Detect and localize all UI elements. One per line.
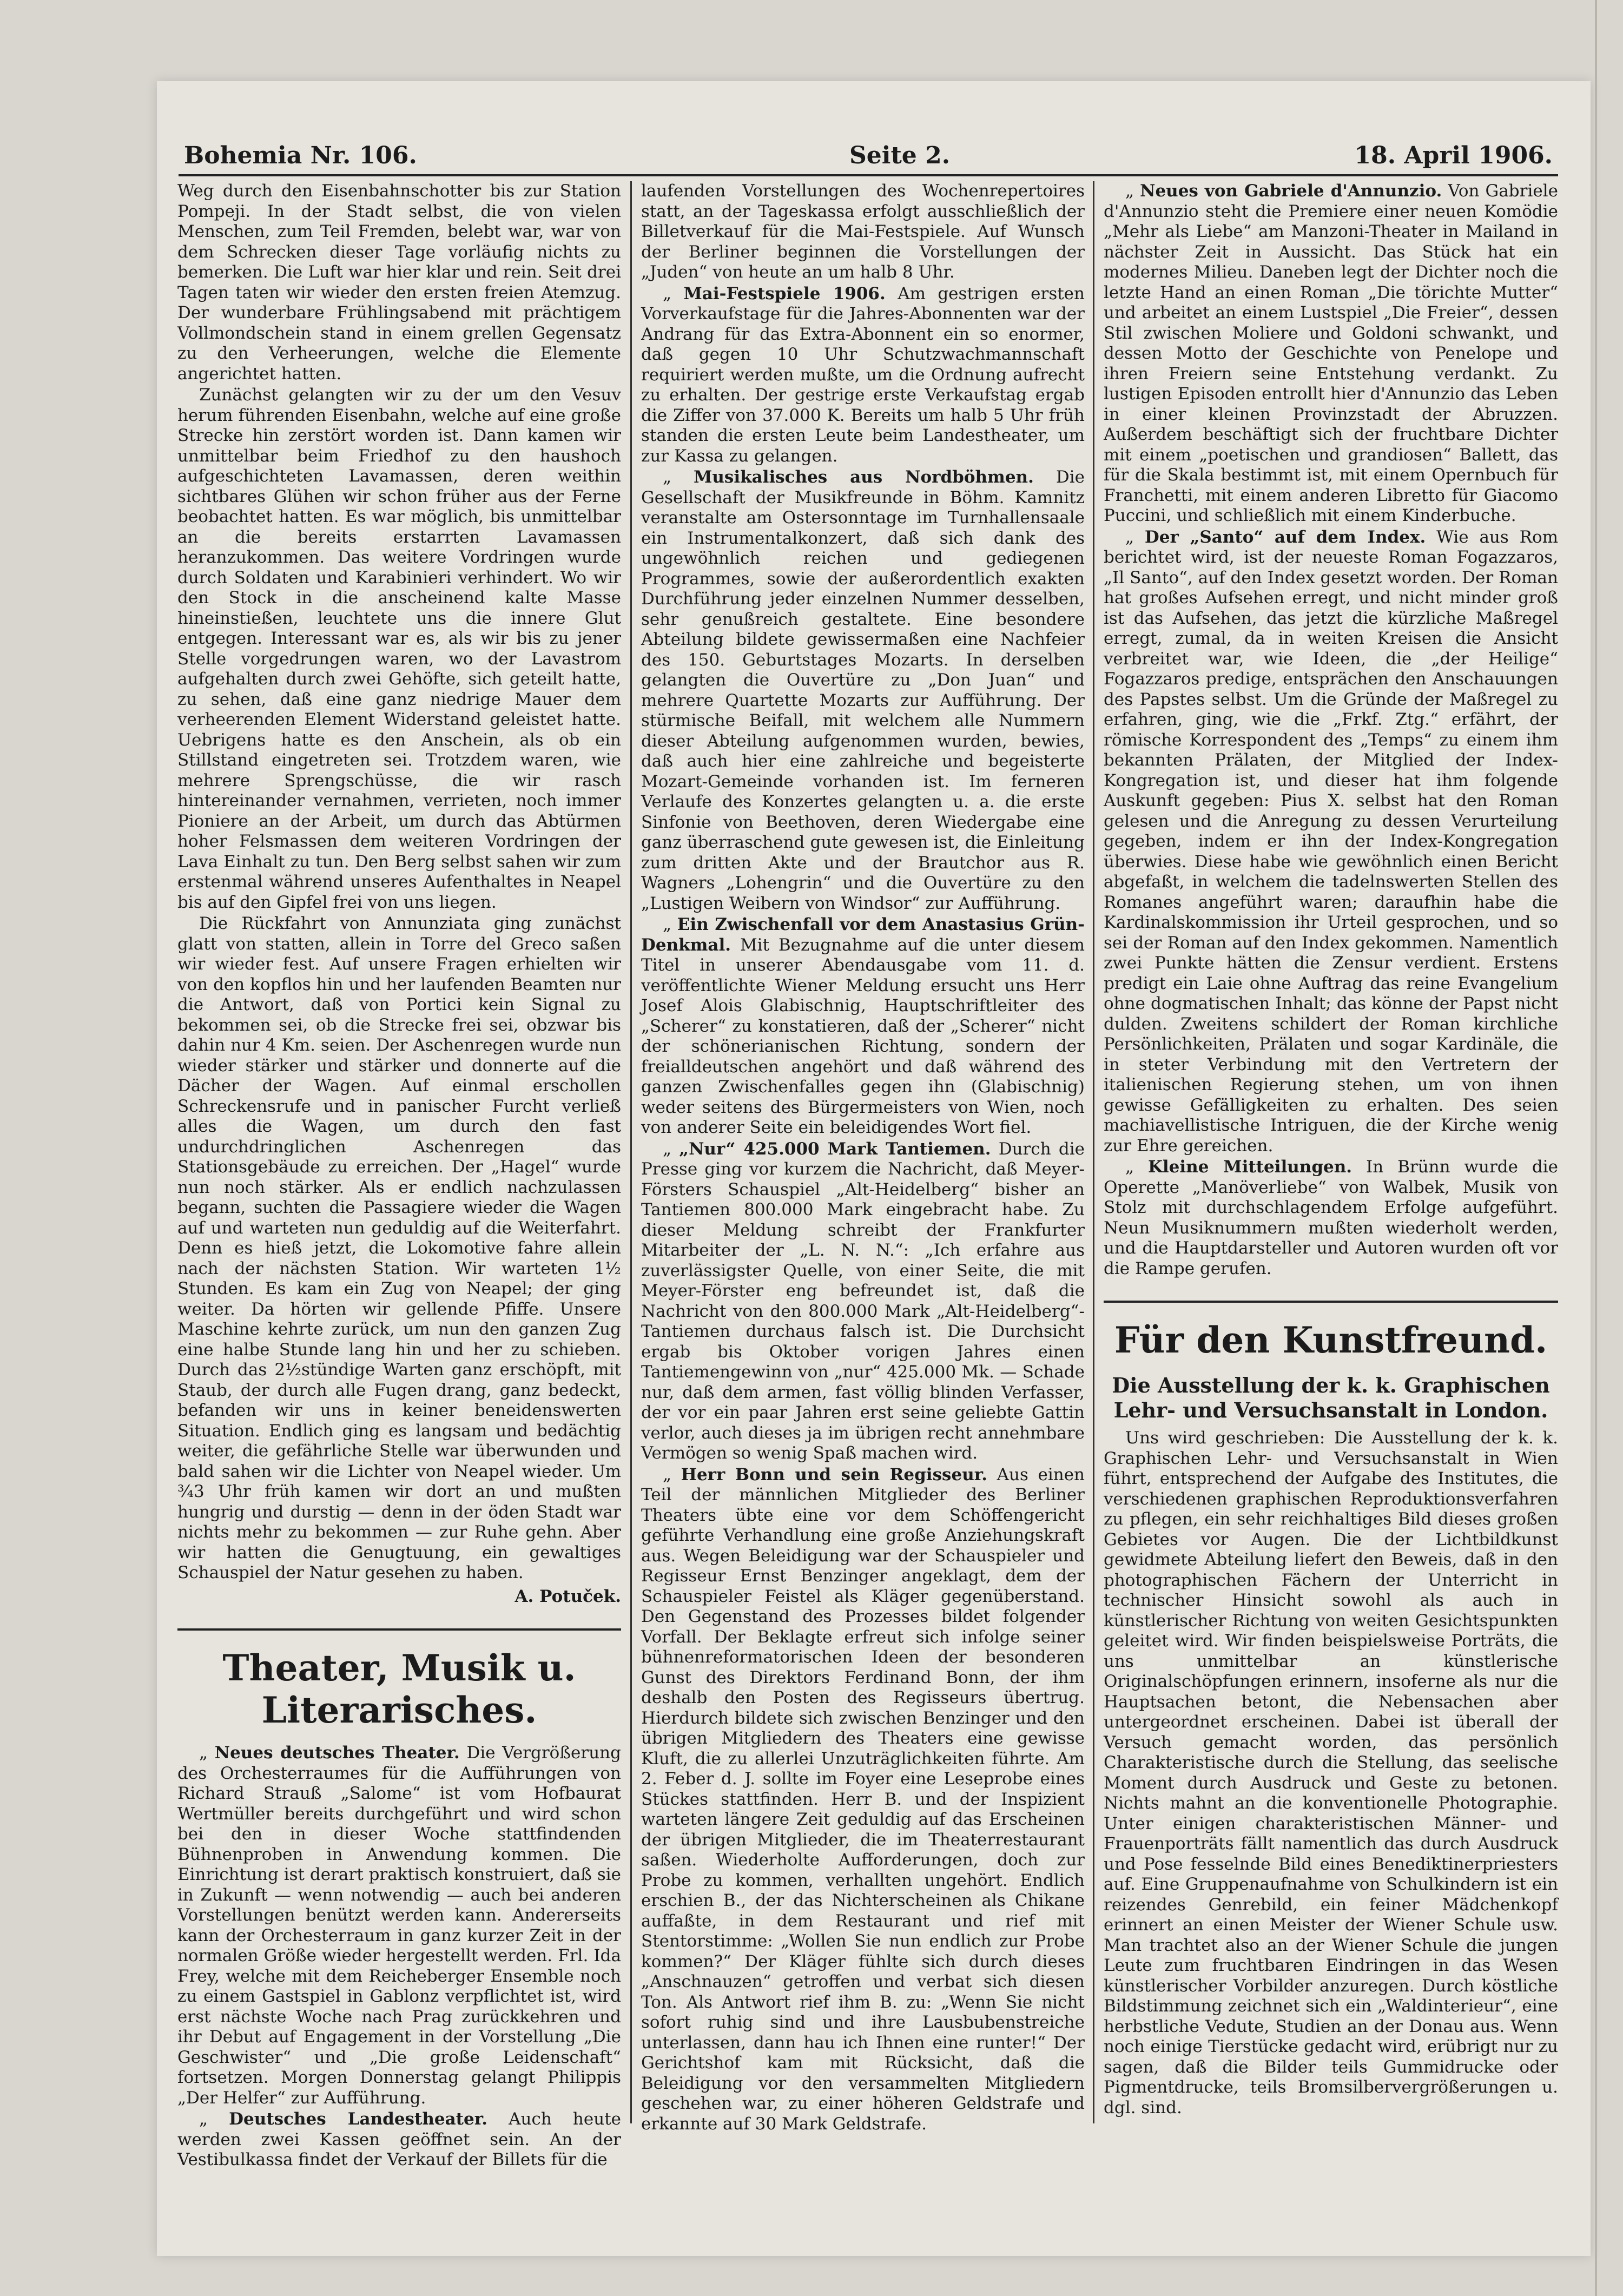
section-heading: Theater, Musik u. Literarisches. xyxy=(177,1628,621,1731)
news-item: „ Ein Zwischenfall vor dem Anastasius Grün-Denkmal. Mit Bezugnahme auf die unter diesem Titel in unserer Abendausgabe vom 11. d. veröffentlichte Wiener Meldung ersucht uns Herr Josef Alois Glabischnig, Hauptschriftleiter des „Scherer“ zu konstatieren, daß der „Scherer“ nicht der schönerianischen Richtung, sondern der freialldeutschen angehört und daß während des ganzen Zwischenfalles gegen ihn (Glabischnig) weder seitens des Bürgermeisters von Wien, noch von anderer Seite ein beleidigendes Wort fiel. xyxy=(641,915,1085,1137)
article-paragraph: Uns wird geschrieben: Die Ausstellung der k. k. Graphischen Lehr- und Versuchsanstalt in Wien führt, entsprechend der Aufgabe des Institutes, die verschiedenen graphischen Reproduktionsverfahren zu pflegen, ein sehr reichhaltiges Bild dieses großen Gebietes vor Augen. Die der Lichtbildkunst gewidmete Abteilung liefert den Beweis, daß in den photographischen Fächern der Unterricht in technischer Hinsicht sowohl als auch in künstlerischer Richtung von weiten Gesichtspunkten geleitet wird. Wir finden beispielsweise Porträts, die uns unmittelbar an künstlerische Originalschöpfungen erinnern, insoferne als nur die Hauptsachen betont, die Nebensachen aber untergeordnet erscheinen. Dabei ist überall der Versuch gemacht worden, das persönlich Charakteristische durch die Stellung, das seelische Moment durch Ausdruck und Geste zu betonen. Nichts mahnt an die konventionelle Photographie. Unter einigen charakteristischen Männer- und Frauenporträts fällt namentlich das durch Ausdruck und Pose fesselnde Bild eines Benediktinerpriesters auf. Eine Gruppenaufnahme von Schulkindern ist ein reizendes Genrebild, ein feiner Mädchenkopf erinnert an einen Meister der Wiener Schule usw. Man trachtet also an der Wiener Schule die jungen Leute zum fruchtbaren Eindringen in das Wesen künstlerischer Vorbilder anzuregen. Durch köstliche Bildstimmung zeichnet sich ein „Waldinterieur“, eine herbstliche Vedute, Studien an der Donau aus. Wenn noch einige Tierstücke gedacht wird, erübrigt nur zu sagen, daß die Bilder teils Gummidrucke oder Pigmentdrucke, teils Bromsilbervergrößerungen u. dgl. sind. xyxy=(1104,1428,1558,2117)
item-text: Auch heute werden zwei Kassen geöffnet sein. An der Vestibulkassa findet der Verkauf der Billets für die xyxy=(177,2109,621,2169)
issue-date: 18. April 1906. xyxy=(1354,142,1553,169)
news-item: „ Neues von Gabriele d'Annunzio. Von Gabriele d'Annunzio steht die Premiere einer neuen Komödie „Mehr als Liebe“ am Manzoni-Theater in Mailand in nächster Zeit in Aussicht. Das Stück hat ein modernes Milieu. Daneben legt der Dichter noch die letzte Hand an einen Roman „Die törichte Mutter“ und arbeitet an einem Lustspiel „Die Freier“, dessen Stil zwischen Moliere und Goldoni schwankt, und dessen Motto der Geschichte von Penelope und ihren Freiern seine Entstehung verdankt. Zu lustigen Episoden entrollt hier d'Annunzio das Leben in einer kleinen Provinzstadt der Abruzzen. Außerdem beschäftigt sich der fruchtbare Dichter mit einem „poetischen und grandiosen“ Ballett, das für die Skala bestimmt ist, mit einem Opernbuch für Franchetti, mit einem anderen Libretto für Giacomo Puccini, und schließlich mit einem Kinderbuche. xyxy=(1104,181,1558,525)
article-paragraph: Weg durch den Eisenbahnschotter bis zur Station Pompeji. In der Stadt selbst, die von vielen Menschen, zum Teil Fremden, belebt war, war von dem Schrecken dieser Tage vorläufig nichts zu bemerken. Die Luft war hier klar und rein. Seit drei Tagen taten wir wieder den ersten freien Atemzug. Der wunderbare Frühlingsabend mit prächtigem Vollmondschein stand in einem grellen Gegensatz zu den Verheerungen, welche die Elemente angerichtet hatten. xyxy=(177,181,621,384)
article-paragraph: Zunächst gelangten wir zu der um den Vesuv herum führenden Eisenbahn, welche auf eine große Strecke hin zerstört worden ist. Dann kamen wir unmittelbar beim Friedhof zu den haushoch aufgeschichteten Lavamassen, deren weithin sichtbares Glühen wir schon früher aus der Ferne beobachtet hatten. Es war möglich, bis unmittelbar an die bereits erstarrten Lavamassen heranzukommen. Das weitere Vordringen wurde durch Soldaten und Karabinieri verhindert. Wo wir den Stock in die anscheinend kalte Masse hineinstießen, leuchtete uns die innere Glut entgegen. Interessant war es, als wir bis zu jener Stelle vorgedrungen waren, wo der Lavastrom aufgehalten durch zwei Gehöfte, sich geteilt hatte, zu sehen, daß eine ganz niedrige Mauer dem verheerenden Element Widerstand geleistet hatte. Uebrigens hatte es den Anschein, als ob ein Stillstand eingetreten sei. Trotzdem waren, wie mehrere Sprengschüsse, die wir rasch hintereinander vernahmen, verrieten, noch immer Pioniere an der Arbeit, um durch das Abtürmen hoher Felsmassen dem weiteren Vordringen der Lava Einhalt zu tun. Den Berg selbst sahen wir zum erstenmal während unseres Aufenthaltes in Neapel bis auf den Gipfel frei von uns liegen. xyxy=(177,385,621,912)
binding-edge xyxy=(1595,0,1597,2296)
article-paragraph: Die Rückfahrt von Annunziata ging zunächst glatt von statten, allein in Torre del Greco saßen wir wieder fest. Auf unsere Fragen erhielten wir von den kopflos hin und her laufenden Beamten nur die Antwort, daß von Portici kein Signal zu bekommen sei, ob die Strecke frei sei, obzwar bis dahin nur 4 Km. seien. Der Aschenregen wurde nun wieder stärker und stärker und donnerte auf die Dächer der Wagen. Auf einmal erschollen Schreckensrufe und in panischer Furcht verließ alles die Wagen, um durch den fast undurchdringlichen Aschenregen das Stationsgebäude zu erreichen. Der „Hagel“ wurde nun noch stärker. Als er endlich nachzulassen begann, suchten die Passagiere wieder die Wagen auf und warteten nun geduldig auf die Weiterfahrt. Denn es hieß jetzt, die Lokomotive fahre allein nach der nächsten Station. Wir warteten 1½ Stunden. Es kam ein Zug von Neapel; der ging weiter. Da hörten wir gellende Pfiffe. Unsere Maschine kehrte zurück, um nun den ganzen Zug eine halbe Stunde lang hin und her zu schieben. Durch das 2½stündige Warten ganz erschöpft, mit Staub, der durch alle Fugen drang, ganz bedeckt, befanden wir uns in keiner beneidenswerten Situation. Endlich ging es langsam und bedächtig weiter, die gefährliche Stelle war überwunden und bald sahen wir die Lichter von Neapel wieder. Um ¾3 Uhr früh kamen wir dort an und mußten hungrig und durstig — denn in der öden Stadt war nichts mehr zu bekommen — zur Ruhe gehn. Aber wir hatten die Genugtuung, ein gewaltiges Schauspiel der Natur gesehen zu haben. xyxy=(177,914,621,1582)
item-text: Aus einen Teil der männlichen Mitglieder des Berliner Theaters übte eine vor dem Schöffengericht geführte Verhandlung eine große Anziehungskraft aus. Wegen Beleidigung war der Schauspieler und Regisseur Ernst Benzinger angeklagt, dem der Schauspieler Feistel als Kläger gegenüberstand. Den Gegenstand des Prozesses bildet folgender Vorfall. Der Beklagte erfreut sich infolge seiner bühnenreformatorischen Ideen der besonderen Gunst des Direktors Ferdinand Bonn, der ihm deshalb den Posten des Regisseurs übertrug. Hierdurch bildete sich zwischen Benzinger und den übrigen Mitgliedern des Theaters eine gewisse Kluft, die zu allerlei Unzuträglichkeiten führte. Am 2. Feber d. J. sollte im Foyer eine Leseprobe eines Stückes stattfinden. Herr B. und der Inspizient warteten längere Zeit geduldig auf das Erscheinen der übrigen Mitglieder, die im Theaterrestaurant saßen. Wiederholte Aufforderungen, doch zur Probe zu kommen, verhallten ungehört. Endlich erschien B., der das Nichterscheinen als Chikane auffaßte, in dem Restaurant und rief mit Stentorstimme: „Wollen Sie nun endlich zur Probe kommen?“ Der Kläger fühlte sich durch dieses „Anschnauzen“ getroffen und verbat sich diesen Ton. Als Antwort rief ihm B. zu: „Wenn Sie nicht sofort ruhig sind und ihre Lausbubenstreiche unterlassen, dann hau ich Ihnen eine runter!“ Der Gerichtshof kam mit Rücksicht, daß die Beleidigung vor den versammelten Mitgliedern geschehen war, zu einer höheren Geldstrafe und erkannte auf 30 Mark Geldstrafe. xyxy=(641,1464,1085,2134)
news-item: „ Musikalisches aus Nordböhmen. Die Gesellschaft der Musikfreunde in Böhm. Kamnitz veranstalte am Ostersonntage im Turnhallensaale ein Instrumentalkonzert, daß sich dank des ungewöhnlich reichen und gediegenen Programmes, sowie der außerordentlich exakten Durchführung jeder einzelnen Nummer desselben, sehr genußreich gestaltete. Eine besondere Abteilung bildete gewissermaßen eine Nachfeier des 150. Geburtstages Mozarts. In derselben gelangten die Ouvertüre zu „Don Juan“ und mehrere Quartette Mozarts zur Aufführung. Der stürmische Beifall, mit welchem alle Nummern dieser Abteilung aufgenommen wurden, bewies, daß auch hier eine zahlreiche und begeisterte Mozart-Gemeinde vorhanden ist. Im ferneren Verlaufe des Konzertes gelangten u. a. die erste Sinfonie von Beethoven, deren Wiedergabe eine ganz überraschend gute gewesen ist, die Einleitung zum dritten Akte und der Brautchor aus R. Wagners „Lohengrin“ und die Ouvertüre zu den „Lustigen Weibern von Windsor“ zur Aufführung. xyxy=(641,467,1085,913)
item-heading: Der „Santo“ auf dem Index. xyxy=(1144,527,1426,547)
item-heading: „Nur“ 425.000 Mark Tantiemen. xyxy=(679,1139,991,1159)
news-item: „ Mai-Festspiele 1906. Am gestrigen ersten Vorverkaufstage für die Jahres-Abonnenten war der Andrang für das Extra-Abonnent ein so enormer, daß gegen 10 Uhr Schutzwachmannschaft requiriert werden mußte, um die Ordnung aufrecht zu erhalten. Der gestrige erste Verkaufstag ergab die Ziffer von 37.000 K. Bereits um halb 5 Uhr früh standen die ersten Leute beim Landestheater, um zur Kassa zu gelangen. xyxy=(641,283,1085,466)
news-item: „ Der „Santo“ auf dem Index. Wie aus Rom berichtet wird, ist der neueste Roman Fogazzaros, „Il Santo“, auf den Index gesetzt worden. Der Roman hat großes Aufsehen erregt, und nicht minder groß ist das Aufsehen, das jetzt die kürzliche Maßregel erregt, zumal, da in weiten Kreisen die Ansicht verbreitet war, wie Ideen, die „der Heilige“ Fogazzaros predige, entsprächen den Anschauungen des Papstes selbst. Um die Gründe der Maßregel zu erfahren, ging, wie die „Frkf. Ztg.“ erfährt, der römische Korrespondent des „Temps“ zu einem ihm bekannten Prälaten, der Mitglied der Index-Kongregation ist, und dieser hat ihm folgende Auskunft gegeben: Pius X. selbst hat den Roman gelesen und die Anregung zu dessen Verurteilung gegeben, indem er ihn der Index-Kongregation überwies. Diese habe wie gewöhnlich einen Bericht abgefaßt, in welchem die tadelnswerten Stellen des Romanes angeführt waren; daraufhin habe die Kardinalskommission ihr Urteil gesprochen, und so sei der Roman auf den Index gekommen. Namentlich zwei Punkte hätten die Zensur verdient. Erstens predigt ein Laie ohne Auftrag das reine Evangelium ohne dogmatischen Inhalt; das könne der Papst nicht dulden. Zweitens schildert der Roman kirchliche Persönlichkeiten, Prälaten und sogar Kardinäle, die in steter Verbindung mit den Vertretern der italienischen Regierung stehen, um von ihnen gewisse Gefälligkeiten zu erhalten. Des seien machiavellistische Intriguen, die der Kirche wenig zur Ehre gereichen. xyxy=(1104,527,1558,1156)
column-1 xyxy=(177,181,621,2169)
column-3 xyxy=(1104,181,1558,2156)
item-heading: Neues deutsches Theater. xyxy=(214,1743,460,1763)
column-divider xyxy=(1093,181,1094,2123)
item-heading: Musikalisches aus Nordböhmen. xyxy=(694,467,1034,487)
item-text: Durch die Presse ging vor kurzem die Nachricht, daß Meyer-Försters Schauspiel „Alt-Heidelberg“ bisher an Tantiemen 800.000 Mark eingebracht habe. Zu dieser Meldung schreibt der Frankfurter Mitarbeiter der „L. N. N.“: „Ich erfahre aus zuverlässigster Quelle, von einer Seite, die mit Meyer-Förster eng befreundet ist, daß die Nachricht von den 800.000 Mark „Alt-Heidelberg“-Tantiemen durchaus falsch ist. Die Durchsicht ergab bis Oktober vorigen Jahres einen Tantiemengewinn von „nur“ 425.000 Mk. — Schade nur, daß dem armen, fast völlig blinden Verfasser, der vor ein paar Jahren erst seine geliebte Gattin verlor, auch dieses ja im übrigen recht annehmbare Vermögen so wenig Spaß machen wird. xyxy=(641,1139,1085,1463)
news-item: „ „Nur“ 425.000 Mark Tantiemen. Durch die Presse ging vor kurzem die Nachricht, daß Meyer-Försters Schauspiel „Alt-Heidelberg“ bisher an Tantiemen 800.000 Mark eingebracht habe. Zu dieser Meldung schreibt der Frankfurter Mitarbeiter der „L. N. N.“: „Ich erfahre aus zuverlässigster Quelle, von einer Seite, die mit Meyer-Förster eng befreundet ist, daß die Nachricht von den 800.000 Mark „Alt-Heidelberg“-Tantiemen durchaus falsch ist. Die Durchsicht ergab bis Oktober vorigen Jahres einen Tantiemengewinn von „nur“ 425.000 Mk. — Schade nur, daß dem armen, fast völlig blinden Verfasser, der vor ein paar Jahren erst seine geliebte Gattin verlor, auch dieses ja im übrigen recht annehmbare Vermögen so wenig Spaß machen wird. xyxy=(641,1139,1085,1463)
item-text: Mit Bezugnahme auf die unter diesem Titel in unserer Abendausgabe vom 11. d. veröffentlichte Wiener Meldung ersucht uns Herr Josef Alois Glabischnig, Hauptschriftleiter des „Scherer“ zu konstatieren, daß der „Scherer“ nicht der schönerianischen Richtung, sondern der freialldeutschen angehört und daß während des ganzen Zwischenfalles gegen ihn (Glabischnig) weder seitens des Bürgermeisters von Wien, noch von anderer Seite ein beleidigendes Wort fiel. xyxy=(641,935,1085,1137)
header-rule xyxy=(179,174,1558,176)
item-text: Am gestrigen ersten Vorverkaufstage für die Jahres-Abonnenten war der Andrang für das Extra-Abonnent ein so enormer, daß gegen 10 Uhr Schutzwachmannschaft requiriert werden mußte, um die Ordnung aufrecht zu erhalten. Der gestrige erste Verkaufstag ergab die Ziffer von 37.000 K. Bereits um halb 5 Uhr früh standen die ersten Leute beim Landestheater, um zur Kassa zu gelangen. xyxy=(641,283,1085,466)
item-heading: Herr Bonn und sein Regisseur. xyxy=(681,1464,988,1485)
news-item: „ Neues deutsches Theater. Die Vergrößerung des Orchesterraumes für die Aufführungen von Richard Strauß „Salome“ ist vom Hofbaurat Wertmüller bereits durchgeführt und wird schon bei den in dieser Woche stattfindenden Bühnenproben in Anwendung kommen. Die Einrichtung ist derart praktisch konstruiert, daß sie in Zukunft — wenn notwendig — auch bei anderen Vorstellungen benützt werden kann. Andererseits kann der Orchesterraum in ganz kurzer Zeit in der normalen Größe wieder hergestellt werden. Frl. Ida Frey, welche mit dem Reicheberger Ensemble noch zu einem Gastspiel in Gablonz verpflichtet ist, wird erst nächste Woche nach Prag zurückkehren und ihr Debut auf Engagement in der Vorstellung „Die Geschwister“ und „Die große Leidenschaft“ fortsetzen. Morgen Donnerstag gelangt Philippis „Der Helfer“ zur Aufführung. xyxy=(177,1743,621,2108)
page-number: Seite 2. xyxy=(849,142,951,169)
column-2 xyxy=(641,181,1085,2156)
article-paragraph: laufenden Vorstellungen des Wochenrepertoires statt, an der Tageskassa erfolgt ausschließlich der Billetverkauf für die Mai-Festspiele. Auf Wunsch der Berliner beginnen die Vorstellungen der „Juden“ von heute an um halb 8 Uhr. xyxy=(641,181,1085,282)
item-text: Die Vergrößerung des Orchesterraumes für die Aufführungen von Richard Strauß „Salome“ ist vom Hofbaurat Wertmüller bereits durchgeführt und wird schon bei den in dieser Woche stattfindenden Bühnenproben in Anwendung kommen. Die Einrichtung ist derart praktisch konstruiert, daß sie in Zukunft — wenn notwendig — auch bei anderen Vorstellungen benützt werden kann. Andererseits kann der Orchesterraum in ganz kurzer Zeit in der normalen Größe wieder hergestellt werden. Frl. Ida Frey, welche mit dem Reicheberger Ensemble noch zu einem Gastspiel in Gablonz verpflichtet ist, wird erst nächste Woche nach Prag zurückkehren und ihr Debut auf Engagement in der Vorstellung „Die Geschwister“ und „Die große Leidenschaft“ fortsetzen. Morgen Donnerstag gelangt Philippis „Der Helfer“ zur Aufführung. xyxy=(177,1743,621,2108)
column-divider xyxy=(630,181,632,2123)
news-item: „ Herr Bonn und sein Regisseur. Aus einen Teil der männlichen Mitglieder des Berliner Theaters übte eine vor dem Schöffengericht geführte Verhandlung eine große Anziehungskraft aus. Wegen Beleidigung war der Schauspieler und Regisseur Ernst Benzinger angeklagt, dem der Schauspieler Feistel als Kläger gegenüberstand. Den Gegenstand des Prozesses bildet folgender Vorfall. Der Beklagte erfreut sich infolge seiner bühnenreformatorischen Ideen der besonderen Gunst des Direktors Ferdinand Bonn, der ihm deshalb den Posten des Regisseurs übertrug. Hierdurch bildete sich zwischen Benzinger und den übrigen Mitgliedern des Theaters eine gewisse Kluft, die zu allerlei Unzuträglichkeiten führte. Am 2. Feber d. J. sollte im Foyer eine Leseprobe eines Stückes stattfinden. Herr B. und der Inspizient warteten längere Zeit geduldig auf das Erscheinen der übrigen Mitglieder, die im Theaterrestaurant saßen. Wiederholte Aufforderungen, doch zur Probe zu kommen, verhallten ungehört. Endlich erschien B., der das Nichterscheinen als Chikane auffaßte, in dem Restaurant und rief mit Stentorstimme: „Wollen Sie nun endlich zur Probe kommen?“ Der Kläger fühlte sich durch dieses „Anschnauzen“ getroffen und verbat sich diesen Ton. Als Antwort rief ihm B. zu: „Wenn Sie nicht sofort ruhig sind und ihre Lausbubenstreiche unterlassen, dann hau ich Ihnen eine runter!“ Der Gerichtshof kam mit Rücksicht, daß die Beleidigung vor den versammelten Mitgliedern geschehen war, zu einer höheren Geldstrafe und erkannte auf 30 Mark Geldstrafe. xyxy=(641,1464,1085,2134)
page-header xyxy=(184,142,1553,174)
item-text: In Brünn wurde die Operette „Manöverliebe“ von Walbek, Musik von Stolz mit durchschlagendem Erfolge aufgeführt. Neun Musiknummern mußten wiederholt werden, und die Hauptdarsteller und Autoren wurden oft vor die Rampe gerufen. xyxy=(1104,1157,1558,1278)
item-heading: Neues von Gabriele d'Annunzio. xyxy=(1140,181,1442,201)
author-signature: A. Potuček. xyxy=(514,1586,621,1606)
item-text: Wie aus Rom berichtet wird, ist der neueste Roman Fogazzaros, „Il Santo“, auf den Index gesetzt worden. Der Roman hat großes Aufsehen erregt, und nicht minder groß ist das Aufsehen, das jetzt die kürzliche Maßregel erregt, zumal, da in weiten Kreisen die Ansicht verbreitet war, wie Ideen, die „der Heilige“ Fogazzaros predige, entsprächen den Anschauungen des Papstes selbst. Um die Gründe der Maßregel zu erfahren, ging, wie die „Frkf. Ztg.“ erfährt, der römische Korrespondent des „Temps“ zu einem ihm bekannten Prälaten, der Mitglied der Index-Kongregation ist, und dieser hat ihm folgende Auskunft gegeben: Pius X. selbst hat den Roman gelesen und die Anregung zu dessen Verurteilung gegeben, indem er ihn der Index-Kongregation überwies. Diese habe wie gewöhnlich einen Bericht abgefaßt, in welchem die tadelnswerten Stellen des Romanes angeführt waren; daraufhin habe die Kardinalskommission ihr Urteil gesprochen, und so sei der Roman auf den Index gekommen. Namentlich zwei Punkte hätten die Zensur verdient. Erstens predigt ein Laie ohne Auftrag das reine Evangelium ohne dogmatischen Inhalt; das könne der Papst nicht dulden. Zweitens schildert der Roman kirchliche Persönlichkeiten, Prälaten und sogar Kardinäle, die in steter Verbindung mit den Vertretern der italienischen Regierung stehen, um von ihnen gewisse Gefälligkeiten zu erhalten. Des seien machiavellistische Intriguen, die der Kirche wenig zur Ehre gereichen. xyxy=(1104,527,1558,1156)
item-text: Von Gabriele d'Annunzio steht die Premiere einer neuen Komödie „Mehr als Liebe“ am Manzoni-Theater in Mailand in nächster Zeit in Aussicht. Das Stück hat ein modernes Milieu. Daneben legt der Dichter noch die letzte Hand an einen Roman „Die törichte Mutter“ und arbeitet an einem Lustspiel „Die Freier“, dessen Stil zwischen Moliere und Goldoni schwankt, und dessen Motto der Geschichte von Penelope und ihren Freiern seine Entstehung verdankt. Zu lustigen Episoden entrollt hier d'Annunzio das Leben in einer kleinen Provinzstadt der Abruzzen. Außerdem beschäftigt sich der fruchtbare Dichter mit einem „poetischen und grandiosen“ Ballett, das für die Skala bestimmt ist, mit einem Opernbuch für Franchetti, mit einem anderen Libretto für Giacomo Puccini, und schließlich mit einem Kinderbuche. xyxy=(1104,181,1558,525)
item-heading: Mai-Festspiele 1906. xyxy=(683,283,886,304)
publication-title: Bohemia Nr. 106. xyxy=(184,142,417,169)
article-subheading: Die Ausstellung der k. k. Graphischen Lehr- und Versuchsanstalt in London. xyxy=(1112,1373,1550,1422)
item-heading: Ein Zwischenfall vor dem Anastasius Grün-Denkmal. xyxy=(641,915,1085,955)
item-heading: Deutsches Landestheater. xyxy=(229,2109,487,2129)
news-item: „ Deutsches Landestheater. Auch heute werden zwei Kassen geöffnet sein. An der Vestibulkassa findet der Verkauf der Billets für die xyxy=(177,2109,621,2169)
item-text: Die Gesellschaft der Musikfreunde in Böhm. Kamnitz veranstalte am Ostersonntage im Turnhallensaale ein Instrumentalkonzert, daß sich dank des ungewöhnlich reichen und gediegenen Programmes, sowie der außerordentlich exakten Durchführung jeder einzelnen Nummer desselben, sehr genußreich gestaltete. Eine besondere Abteilung bildete gewissermaßen eine Nachfeier des 150. Geburtstages Mozarts. In derselben gelangten die Ouvertüre zu „Don Juan“ und mehrere Quartette Mozarts zur Aufführung. Der stürmische Beifall, mit welchem alle Nummern dieser Abteilung aufgenommen wurden, bewies, daß auch hier eine zahlreiche und begeisterte Mozart-Gemeinde vorhanden ist. Im ferneren Verlaufe des Konzertes gelangten u. a. die erste Sinfonie von Beethoven, deren Wiedergabe eine ganz überraschend gute gewesen ist, die Einleitung zum dritten Akte und der Brautchor aus R. Wagners „Lohengrin“ und die Ouvertüre zu den „Lustigen Weibern von Windsor“ zur Aufführung. xyxy=(641,467,1085,913)
section-heading: Für den Kunstfreund. xyxy=(1104,1301,1558,1361)
item-heading: Kleine Mitteilungen. xyxy=(1147,1157,1352,1177)
news-item: „ Kleine Mitteilungen. In Brünn wurde die Operette „Manöverliebe“ von Walbek, Musik von Stolz mit durchschlagendem Erfolge aufgeführt. Neun Musiknummern mußten wiederholt werden, und die Hauptdarsteller und Autoren wurden oft vor die Rampe gerufen. xyxy=(1104,1157,1558,1278)
